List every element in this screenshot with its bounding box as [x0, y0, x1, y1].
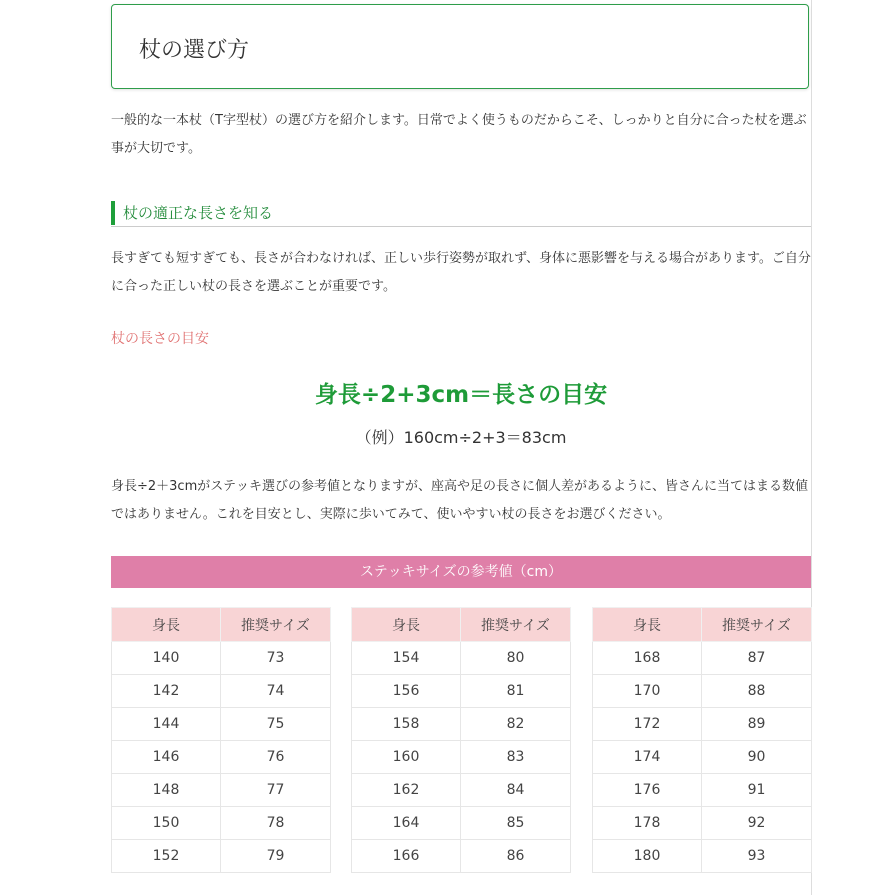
height-cell: 156 [352, 675, 461, 708]
table-row [593, 675, 812, 708]
size-cell: 77 [221, 774, 331, 807]
size-table-2 [351, 607, 571, 873]
header-height: 身長 [112, 608, 221, 642]
size-cell: 86 [461, 840, 571, 873]
table-row [593, 708, 812, 741]
size-cell: 76 [221, 741, 331, 774]
table-row [593, 642, 812, 675]
size-cell: 90 [702, 741, 812, 774]
height-cell: 180 [593, 840, 702, 873]
table-row [112, 807, 331, 840]
table-row [352, 708, 571, 741]
size-cell: 84 [461, 774, 571, 807]
table-row [593, 807, 812, 840]
table-row [112, 741, 331, 774]
height-cell: 146 [112, 741, 221, 774]
size-cell: 82 [461, 708, 571, 741]
table-row [112, 675, 331, 708]
height-cell: 154 [352, 642, 461, 675]
size-cell: 81 [461, 675, 571, 708]
size-cell: 92 [702, 807, 812, 840]
title-box [111, 4, 809, 89]
height-cell: 166 [352, 840, 461, 873]
height-cell: 158 [352, 708, 461, 741]
height-cell: 140 [112, 642, 221, 675]
table-row [593, 774, 812, 807]
heading-accent-bar [111, 201, 115, 225]
size-cell: 87 [702, 642, 812, 675]
table-row [352, 774, 571, 807]
size-cell: 73 [221, 642, 331, 675]
height-cell: 148 [112, 774, 221, 807]
table-row [112, 840, 331, 873]
header-height: 身長 [593, 608, 702, 642]
height-cell: 178 [593, 807, 702, 840]
header-height: 身長 [352, 608, 461, 642]
size-table-1 [111, 607, 331, 873]
table-row [352, 642, 571, 675]
size-cell: 75 [221, 708, 331, 741]
height-cell: 142 [112, 675, 221, 708]
height-cell: 170 [593, 675, 702, 708]
table-row [593, 741, 812, 774]
height-cell: 144 [112, 708, 221, 741]
page-title: 杖の選び方 [139, 38, 250, 63]
table-row [352, 840, 571, 873]
height-cell: 150 [112, 807, 221, 840]
height-cell: 168 [593, 642, 702, 675]
table-row [352, 741, 571, 774]
height-cell: 172 [593, 708, 702, 741]
size-cell: 91 [702, 774, 812, 807]
size-cell: 93 [702, 840, 812, 873]
size-cell: 89 [702, 708, 812, 741]
table-row [112, 774, 331, 807]
size-cell: 88 [702, 675, 812, 708]
height-cell: 152 [112, 840, 221, 873]
header-size: 推奨サイズ [221, 608, 331, 642]
section-heading-text: 杖の適正な長さを知る [123, 204, 274, 222]
subheading: 杖の長さの目安 [111, 331, 209, 347]
header-size: 推奨サイズ [461, 608, 571, 642]
formula-example: （例）160cm÷2+3＝83cm [355, 428, 567, 447]
size-cell: 80 [461, 642, 571, 675]
table-row [593, 840, 812, 873]
table-row [352, 807, 571, 840]
size-cell: 85 [461, 807, 571, 840]
table-banner: ステッキサイズの参考値（cm） [111, 556, 811, 588]
height-cell: 164 [352, 807, 461, 840]
size-cell: 78 [221, 807, 331, 840]
table-row [112, 708, 331, 741]
header-size: 推奨サイズ [702, 608, 812, 642]
size-cell: 74 [221, 675, 331, 708]
table-row [352, 675, 571, 708]
height-cell: 162 [352, 774, 461, 807]
table-row [112, 642, 331, 675]
section-paragraph: 長すぎても短すぎても、長さが合わなければ、正しい歩行姿勢が取れず、身体に悪影響を与える場合があります。ご自分に合った正しい杖の長さを選ぶことが重要です。 [111, 251, 811, 294]
height-cell: 160 [352, 741, 461, 774]
height-cell: 174 [593, 741, 702, 774]
size-cell: 79 [221, 840, 331, 873]
formula: 身長÷2+3cm＝長さの目安 [314, 382, 608, 408]
section-heading [111, 200, 811, 227]
height-cell: 176 [593, 774, 702, 807]
note-paragraph: 身長÷2＋3cmがステッキ選びの参考値となりますが、座高や足の長さに個人差があるように、皆さんに当てはまる数値ではありません。これを目安とし、実際に歩いてみて、使いやすい杖の長さをお選びください。 [111, 479, 808, 522]
intro-paragraph: 一般的な一本杖（T字型杖）の選び方を紹介します。日常でよく使うものだからこそ、しっかりと自分に合った杖を選ぶ事が大切です。 [111, 113, 807, 156]
size-cell: 83 [461, 741, 571, 774]
size-table-3 [592, 607, 812, 873]
